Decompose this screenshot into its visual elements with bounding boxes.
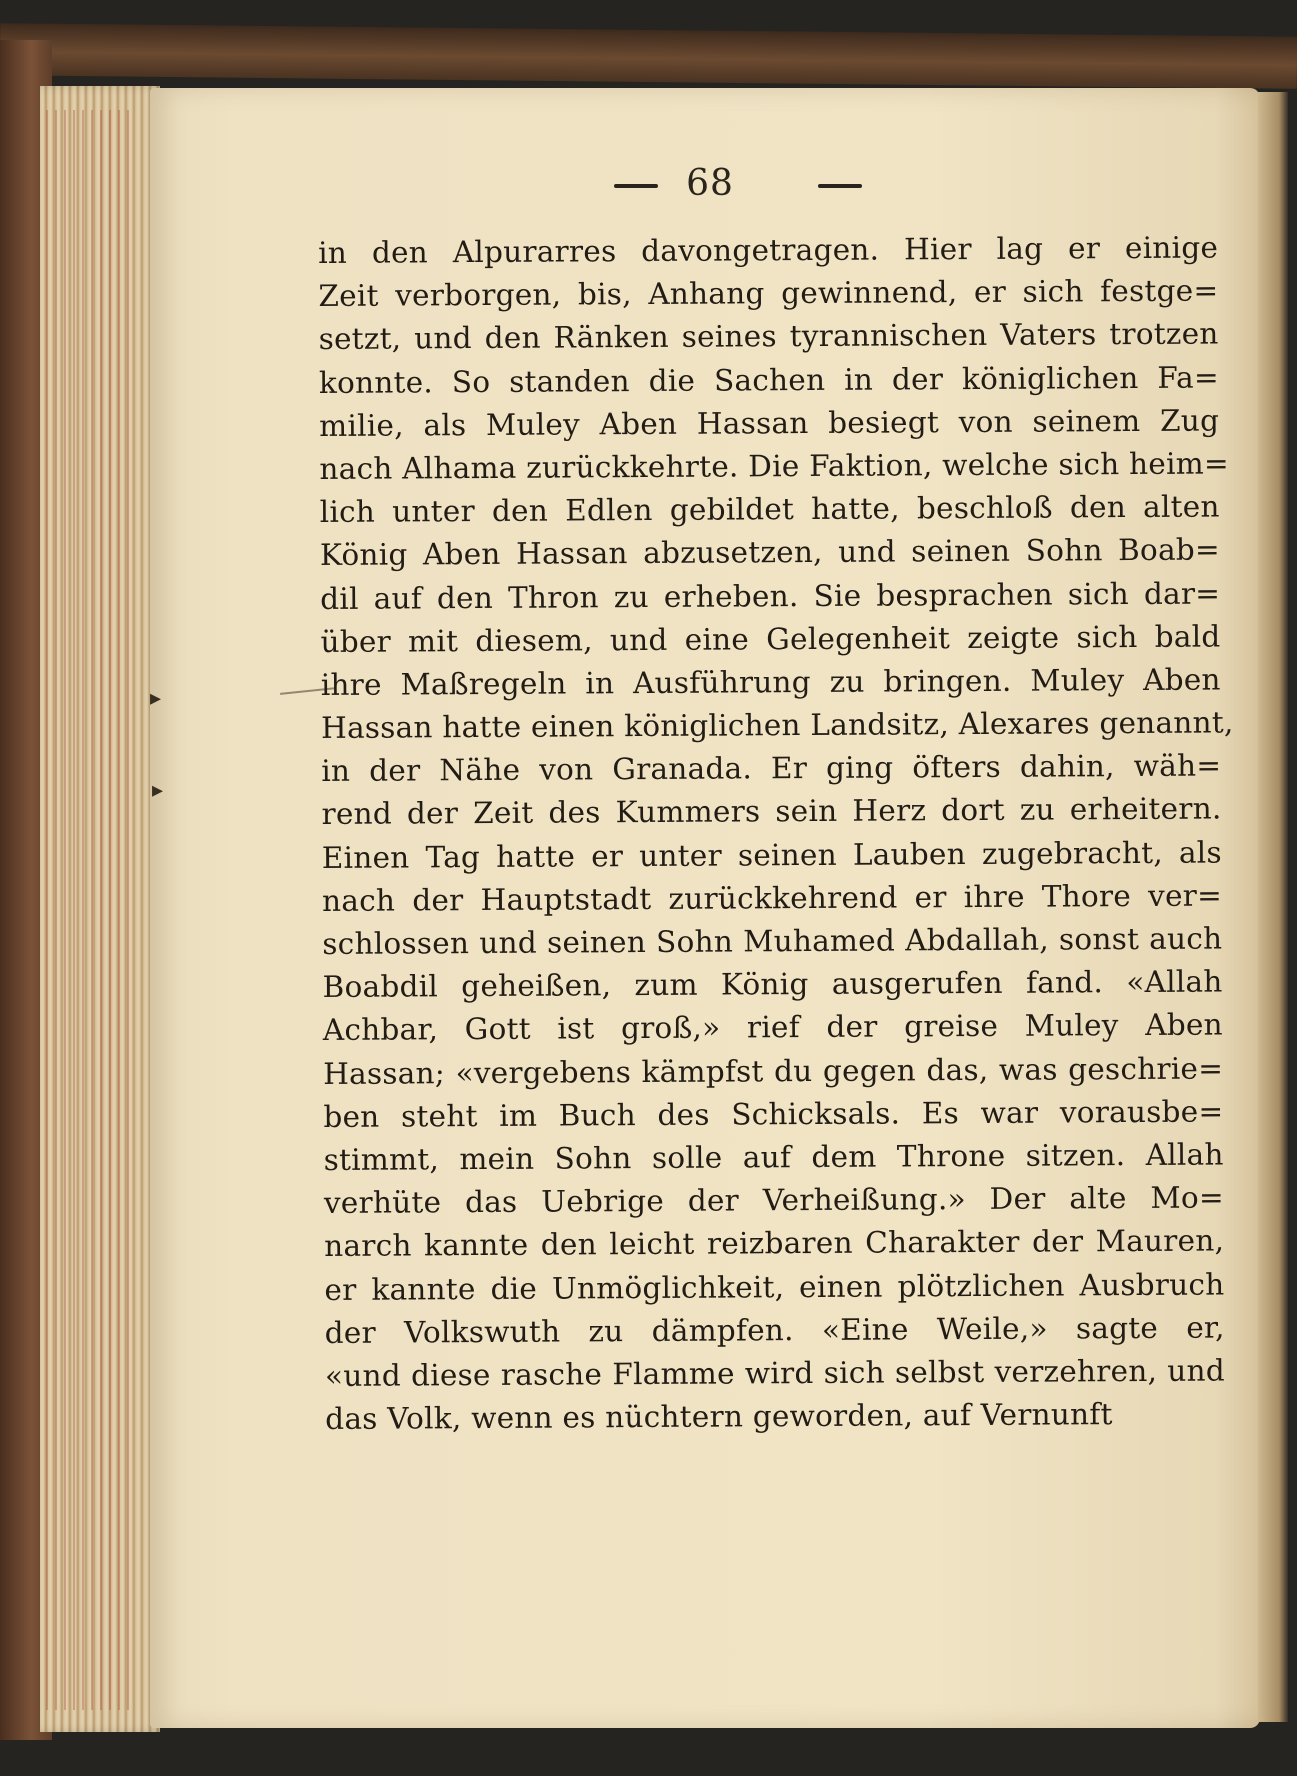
page-right-edge xyxy=(1258,92,1288,1722)
text-line: milie, als Muley Aben Hassan besiegt von seinem Zug xyxy=(319,403,1220,443)
text-line: der Volkswuth zu dämpfen. «Eine Weile,» sagte er, xyxy=(324,1310,1225,1350)
text-line: verhüte das Uebrige der Verheißung.» Der alte Mo= xyxy=(323,1180,1225,1221)
margin-mark-icon: ▸ xyxy=(150,686,162,711)
text-line: narch kannte den leicht reizbaren Charakter der Mauren, xyxy=(324,1223,1225,1264)
text-line: schlossen und seinen Sohn Muhamed Abdallah, sonst auch xyxy=(322,921,1223,961)
text-line: Hassan hatte einen königlichen Landsitz, Alexares genannt, xyxy=(320,705,1234,746)
text-line: Achbar, Gott ist groß,» rief der greise Muley Aben xyxy=(322,1007,1223,1048)
text-line: Hassan; «vergebens kämpfst du gegen das, was geschrie= xyxy=(323,1051,1224,1091)
text-line: setzt, und den Ränken seines tyrannischen Vaters trotzen xyxy=(318,316,1219,357)
text-line: rend der Zeit des Kummers sein Herz dort zu erheitern. xyxy=(321,791,1222,832)
text-line: dil auf den Thron zu erheben. Sie besprachen sich dar= xyxy=(320,575,1221,616)
text-line: in der Nähe von Granada. Er ging öfters dahin, wäh= xyxy=(321,748,1222,789)
book-cover-top xyxy=(0,23,1297,89)
text-line: «und diese rasche Flamme wird sich selbst verzehren, und xyxy=(324,1353,1226,1393)
text-line: er kannte die Unmöglichkeit, einen plötzlichen Ausbruch xyxy=(324,1266,1225,1307)
page-text xyxy=(318,227,1234,1532)
text-line: ihre Maßregeln in Ausführung zu bringen. Muley Aben xyxy=(320,662,1221,702)
page-number-dash-right xyxy=(818,184,862,188)
text-line: ben steht im Buch des Schicksals. Es war vorausbe= xyxy=(323,1094,1224,1134)
text-line: Zeit verborgen, bis, Anhang gewinnend, er sich festge= xyxy=(318,273,1219,314)
text-line: konnte. So standen die Sachen in der königlichen Fa= xyxy=(318,360,1220,400)
text-line: das Volk, wenn es nüchtern geworden, auf Vernunft xyxy=(325,1397,1113,1437)
text-line: nach der Hauptstadt zurückkehrend er ihre Thore ver= xyxy=(321,878,1223,918)
text-line: König Aben Hassan abzusetzen, und seinen Sohn Boab= xyxy=(319,532,1221,573)
text-line: in den Alpurarres davongetragen. Hier lag er einige xyxy=(318,230,1219,270)
page-number: 68 xyxy=(686,163,734,204)
text-line: nach Alhama zurückkehrte. Die Faktion, welche sich heim= xyxy=(319,446,1230,486)
margin-mark-icon: ▸ xyxy=(152,778,164,803)
text-line: Boabdil geheißen, zum König ausgerufen fand. «Allah xyxy=(322,964,1223,1005)
text-line: stimmt, mein Sohn solle auf dem Throne sitzen. Allah xyxy=(323,1137,1224,1177)
text-line: über mit diesem, und eine Gelegenheit zeigte sich bald xyxy=(320,619,1221,659)
red-edge-staining xyxy=(46,110,136,1710)
text-line: Einen Tag hatte er unter seinen Lauben zugebracht, als xyxy=(321,835,1222,875)
text-line: lich unter den Edlen gebildet hatte, beschloß den alten xyxy=(319,489,1220,530)
